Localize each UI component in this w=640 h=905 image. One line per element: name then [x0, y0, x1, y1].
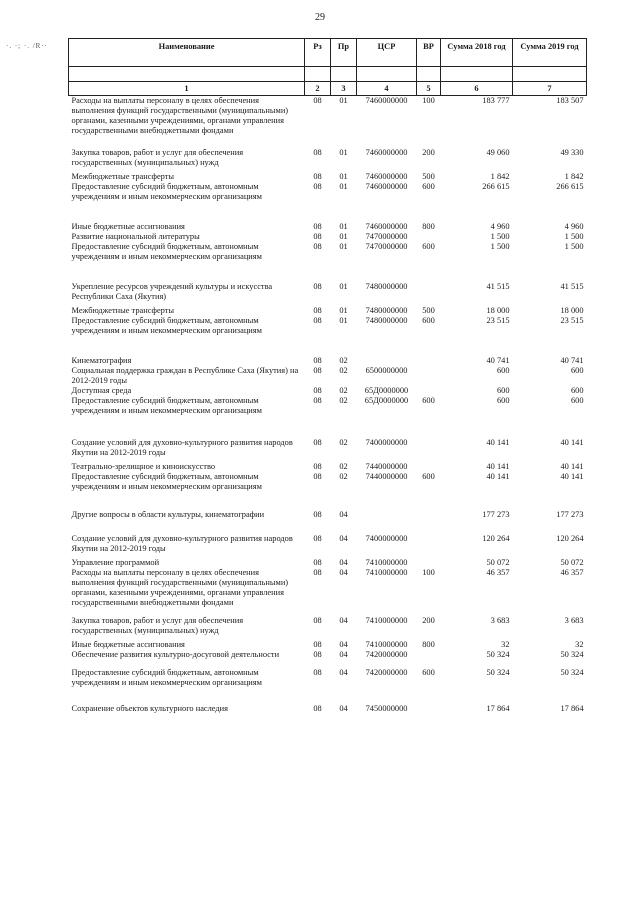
- header-rz: Рз: [305, 39, 331, 67]
- row-csr: 6500000000: [365, 366, 408, 375]
- row-pr: 01: [339, 96, 348, 105]
- row-name: Другие вопросы в области культуры, кинематографии: [71, 510, 265, 519]
- row-name: Социальная поддержка граждан в Республике Саха (Якутия) на 2012-2019 годы: [71, 366, 299, 385]
- row-vr: 200: [422, 148, 435, 157]
- row-sum-2018: 50 324: [486, 650, 510, 659]
- row-csr: 7400000000: [365, 438, 408, 447]
- row-rz: 08: [313, 616, 322, 625]
- row-pr: 04: [339, 668, 348, 677]
- row-name: Сохранение объектов культурного наследия: [71, 704, 229, 713]
- row-vr: [417, 554, 441, 568]
- row-rz: 08: [313, 232, 322, 241]
- scan-mark: ·. ·; ·. /R··: [6, 42, 48, 50]
- row-pr: 01: [339, 232, 348, 241]
- table-header: [69, 39, 587, 96]
- row-rz: 08: [313, 534, 322, 543]
- row-pr: 04: [339, 640, 348, 649]
- row-vr: 600: [422, 182, 435, 191]
- row-vr: [417, 458, 441, 472]
- row-csr: 7450000000: [365, 704, 408, 713]
- row-name: Расходы на выплаты персоналу в целях обеспечения выполнения функций государственными (муниципальными) органами, казенными учреждениями, органами управления государственными внебюджетными фондами: [71, 568, 289, 607]
- table-row: [69, 262, 587, 302]
- header-blank-cell: [331, 67, 357, 82]
- row-sum-2019: 266 615: [556, 182, 584, 191]
- column-number: 3: [331, 82, 357, 96]
- row-pr: 02: [339, 386, 348, 395]
- row-name: Предоставление субсидий бюджетным, автономным учреждениям и иным некоммерческим организациям: [71, 668, 262, 687]
- row-pr: 02: [339, 356, 348, 365]
- row-csr: 7480000000: [365, 282, 408, 291]
- row-name: Доступная среда: [71, 386, 132, 395]
- row-pr: 01: [339, 148, 348, 157]
- row-csr: 7480000000: [365, 306, 408, 315]
- row-sum-2018: 23 515: [486, 316, 510, 325]
- row-sum-2019: 600: [570, 366, 584, 375]
- row-name: Создание условий для духовно-культурного развития народов Якутии на 2012-2019 годы: [71, 534, 293, 553]
- row-sum-2019: 40 741: [560, 356, 584, 365]
- row-sum-2018: 600: [496, 386, 510, 395]
- row-sum-2018: 266 615: [482, 182, 510, 191]
- row-rz: 08: [313, 242, 322, 251]
- row-sum-2019: 41 515: [560, 282, 584, 291]
- row-name: Предоставление субсидий бюджетным, автономным учреждениям и иным некоммерческим организациям: [71, 242, 262, 261]
- row-pr: 02: [339, 462, 348, 471]
- row-name: Развитие национальной литературы: [71, 232, 200, 241]
- row-sum-2018: 1 500: [490, 242, 510, 251]
- row-sum-2018: 41 515: [486, 282, 510, 291]
- row-rz: 08: [313, 640, 322, 649]
- row-rz: 08: [313, 650, 322, 659]
- row-sum-2018: 40 741: [486, 356, 510, 365]
- row-csr: 7460000000: [365, 148, 408, 157]
- row-csr: 7440000000: [365, 462, 408, 471]
- row-pr: 04: [339, 534, 348, 543]
- row-vr: 600: [422, 396, 435, 405]
- row-pr: 01: [339, 306, 348, 315]
- row-name: Расходы на выплаты персоналу в целях обеспечения выполнения функций государственными (муниципальными) органами, казенными учреждениями, органами управления государственными внебюджетными фондами: [71, 96, 289, 135]
- row-sum-2019: 177 273: [556, 510, 584, 519]
- row-vr: [417, 520, 441, 554]
- row-csr: 7470000000: [365, 242, 408, 251]
- row-sum-2018: 49 060: [486, 148, 510, 157]
- row-sum-2018: 177 273: [482, 510, 510, 519]
- row-sum-2019: 40 141: [560, 472, 584, 481]
- table-row: [69, 366, 587, 386]
- row-name: Укрепление ресурсов учреждений культуры и искусства Республики Саха (Якутия): [71, 282, 273, 301]
- row-csr: 7410000000: [365, 558, 408, 567]
- row-csr: 7460000000: [365, 172, 408, 181]
- row-sum-2019: 1 500: [564, 242, 584, 251]
- row-csr: 7470000000: [365, 232, 408, 241]
- row-rz: 08: [313, 704, 322, 713]
- row-sum-2019: 1 500: [564, 232, 584, 241]
- header-blank-cell: [513, 67, 587, 82]
- row-sum-2018: 50 324: [486, 668, 510, 677]
- row-rz: 08: [313, 472, 322, 481]
- table-row: [69, 182, 587, 202]
- row-sum-2019: 1 842: [564, 172, 584, 181]
- row-sum-2018: 40 141: [486, 472, 510, 481]
- row-rz: 08: [313, 316, 322, 325]
- row-pr: 02: [339, 396, 348, 405]
- row-name: Межбюджетные трансферты: [71, 306, 175, 315]
- table-row: [69, 520, 587, 554]
- row-vr: 600: [422, 668, 435, 677]
- row-csr: [357, 492, 417, 520]
- row-sum-2019: 49 330: [560, 148, 584, 157]
- row-csr: 7420000000: [365, 668, 408, 677]
- row-sum-2019: 600: [570, 386, 584, 395]
- row-sum-2019: 600: [570, 396, 584, 405]
- table-row: [69, 416, 587, 458]
- row-rz: 08: [313, 148, 322, 157]
- row-vr: 100: [422, 568, 435, 577]
- row-pr: 01: [339, 316, 348, 325]
- row-vr: 600: [422, 472, 435, 481]
- row-pr: 02: [339, 472, 348, 481]
- page-number: 29: [315, 12, 325, 23]
- row-sum-2018: 4 960: [490, 222, 510, 231]
- row-sum-2019: 183 507: [556, 96, 584, 105]
- row-name: Создание условий для духовно-культурного развития народов Якутии на 2012-2019 годы: [71, 438, 293, 457]
- row-name: Предоставление субсидий бюджетным, автономным учреждениям и иным некоммерческим организациям: [71, 472, 262, 491]
- table-row: [69, 688, 587, 714]
- row-rz: 08: [313, 366, 322, 375]
- row-sum-2019: 17 864: [560, 704, 584, 713]
- row-sum-2018: 1 500: [490, 232, 510, 241]
- row-sum-2018: 18 000: [486, 306, 510, 315]
- row-sum-2018: 600: [496, 366, 510, 375]
- row-csr: 7460000000: [365, 222, 408, 231]
- row-vr: 100: [422, 96, 435, 105]
- row-sum-2019: 50 324: [560, 650, 584, 659]
- row-vr: [417, 336, 441, 366]
- row-rz: 08: [313, 222, 322, 231]
- row-name: Обеспечение развития культурно-досуговой деятельности: [71, 650, 280, 659]
- row-rz: 08: [313, 386, 322, 395]
- row-name: Закупка товаров, работ и услуг для обеспечения государственных (муниципальных) нужд: [71, 148, 244, 167]
- row-sum-2018: 50 072: [486, 558, 510, 567]
- row-sum-2018: 32: [501, 640, 510, 649]
- row-name: Театрально-зрелищное и киноискусство: [71, 462, 216, 471]
- row-rz: 08: [313, 172, 322, 181]
- row-sum-2019: 4 960: [564, 222, 584, 231]
- row-csr: 7460000000: [365, 96, 408, 105]
- header-blank-cell: [441, 67, 513, 82]
- row-pr: 01: [339, 282, 348, 291]
- row-csr: 7410000000: [365, 568, 408, 577]
- table-row: [69, 202, 587, 232]
- row-sum-2018: 120 264: [482, 534, 510, 543]
- row-vr: 800: [422, 222, 435, 231]
- row-pr: 01: [339, 222, 348, 231]
- row-name: Управление программой: [71, 558, 160, 567]
- row-rz: 08: [313, 306, 322, 315]
- header-blank-cell: [357, 67, 417, 82]
- column-number: 4: [357, 82, 417, 96]
- row-vr: 800: [422, 640, 435, 649]
- row-name: Закупка товаров, работ и услуг для обеспечения государственных (муниципальных) нужд: [71, 616, 244, 635]
- row-rz: 08: [313, 396, 322, 405]
- row-vr: [417, 262, 441, 302]
- row-pr: 04: [339, 558, 348, 567]
- row-sum-2018: 3 683: [490, 616, 510, 625]
- row-name: Предоставление субсидий бюджетным, автономным учреждениям и иным некоммерческим организациям: [71, 182, 262, 201]
- table-row: [69, 302, 587, 316]
- table-row: [69, 608, 587, 636]
- column-number: 5: [417, 82, 441, 96]
- row-sum-2019: 50 072: [560, 558, 584, 567]
- row-vr: [417, 366, 441, 386]
- row-name: Иные бюджетные ассигнования: [71, 640, 185, 649]
- row-vr: [417, 232, 441, 242]
- row-vr: 600: [422, 316, 435, 325]
- row-vr: [417, 416, 441, 458]
- table-row: [69, 136, 587, 168]
- row-name: Предоставление субсидий бюджетным, автономным учреждениям и иным некоммерческим организациям: [71, 396, 262, 415]
- row-sum-2018: 1 842: [490, 172, 510, 181]
- table-row: [69, 336, 587, 366]
- row-pr: 01: [339, 172, 348, 181]
- row-rz: 08: [313, 282, 322, 291]
- row-csr: 7410000000: [365, 640, 408, 649]
- table-row: [69, 568, 587, 608]
- row-sum-2019: 46 357: [560, 568, 584, 577]
- table-row: [69, 458, 587, 472]
- row-csr: 7440000000: [365, 472, 408, 481]
- row-csr: 65Д0000000: [364, 396, 409, 405]
- row-pr: 01: [339, 242, 348, 251]
- column-number: 7: [513, 82, 587, 96]
- table-row: [69, 492, 587, 520]
- header-blank-cell: [417, 67, 441, 82]
- row-sum-2019: 23 515: [560, 316, 584, 325]
- row-sum-2019: 40 141: [560, 438, 584, 447]
- row-rz: 08: [313, 356, 322, 365]
- row-csr: [357, 336, 417, 366]
- row-rz: 08: [313, 438, 322, 447]
- row-vr: [417, 688, 441, 714]
- row-csr: 7460000000: [365, 182, 408, 191]
- header-blank-cell: [305, 67, 331, 82]
- row-sum-2019: 3 683: [564, 616, 584, 625]
- row-csr: 7480000000: [365, 316, 408, 325]
- row-vr: [417, 492, 441, 520]
- header-name: Наименование: [69, 39, 305, 67]
- row-rz: 08: [313, 668, 322, 677]
- table-row: [69, 636, 587, 650]
- row-sum-2019: 50 324: [560, 668, 584, 677]
- row-sum-2018: 600: [496, 396, 510, 405]
- header-sum-2018: Сумма 2018 год: [441, 39, 513, 67]
- row-name: Предоставление субсидий бюджетным, автономным учреждениям и иным некоммерческим организациям: [71, 316, 262, 335]
- row-sum-2018: 46 357: [486, 568, 510, 577]
- row-sum-2019: 40 141: [560, 462, 584, 471]
- header-pr: Пр: [331, 39, 357, 67]
- row-vr: [417, 650, 441, 660]
- table-row: [69, 242, 587, 262]
- row-vr: 600: [422, 242, 435, 251]
- header-vr: ВР: [417, 39, 441, 67]
- row-name: Межбюджетные трансферты: [71, 172, 175, 181]
- column-number: 6: [441, 82, 513, 96]
- row-vr: 500: [422, 306, 435, 315]
- row-csr: 7410000000: [365, 616, 408, 625]
- row-sum-2018: 40 141: [486, 462, 510, 471]
- table-row: [69, 386, 587, 396]
- row-sum-2019: 18 000: [560, 306, 584, 315]
- row-pr: 04: [339, 704, 348, 713]
- column-number: 1: [69, 82, 305, 96]
- row-pr: 01: [339, 182, 348, 191]
- header-csr: ЦСР: [357, 39, 417, 67]
- row-rz: 08: [313, 462, 322, 471]
- row-rz: 08: [313, 182, 322, 191]
- row-vr: 500: [422, 172, 435, 181]
- table-row: [69, 396, 587, 416]
- table-row: [69, 168, 587, 182]
- row-rz: 08: [313, 96, 322, 105]
- row-csr: 7400000000: [365, 534, 408, 543]
- table-row: [69, 96, 587, 137]
- table-row: [69, 316, 587, 336]
- table-row: [69, 472, 587, 492]
- row-pr: 04: [339, 616, 348, 625]
- row-name: Иные бюджетные ассигнования: [71, 222, 185, 231]
- table-row: [69, 660, 587, 688]
- row-pr: 02: [339, 438, 348, 447]
- header-blank-cell: [69, 67, 305, 82]
- column-number: 2: [305, 82, 331, 96]
- row-sum-2019: 120 264: [556, 534, 584, 543]
- row-sum-2018: 183 777: [482, 96, 510, 105]
- budget-table: [68, 38, 587, 714]
- row-pr: 02: [339, 366, 348, 375]
- table-row: [69, 650, 587, 660]
- row-rz: 08: [313, 510, 322, 519]
- row-vr: 200: [422, 616, 435, 625]
- row-pr: 04: [339, 568, 348, 577]
- row-rz: 08: [313, 568, 322, 577]
- row-rz: 08: [313, 558, 322, 567]
- row-pr: 04: [339, 510, 348, 519]
- table-body: [69, 96, 587, 715]
- row-sum-2018: 17 864: [486, 704, 510, 713]
- row-sum-2019: 32: [575, 640, 584, 649]
- row-csr: 65Д0000000: [364, 386, 409, 395]
- row-vr: [417, 386, 441, 396]
- row-pr: 04: [339, 650, 348, 659]
- row-csr: 7420000000: [365, 650, 408, 659]
- row-name: Кинематография: [71, 356, 132, 365]
- row-sum-2018: 40 141: [486, 438, 510, 447]
- header-sum-2019: Сумма 2019 год: [513, 39, 587, 67]
- table-row: [69, 554, 587, 568]
- table-row: [69, 232, 587, 242]
